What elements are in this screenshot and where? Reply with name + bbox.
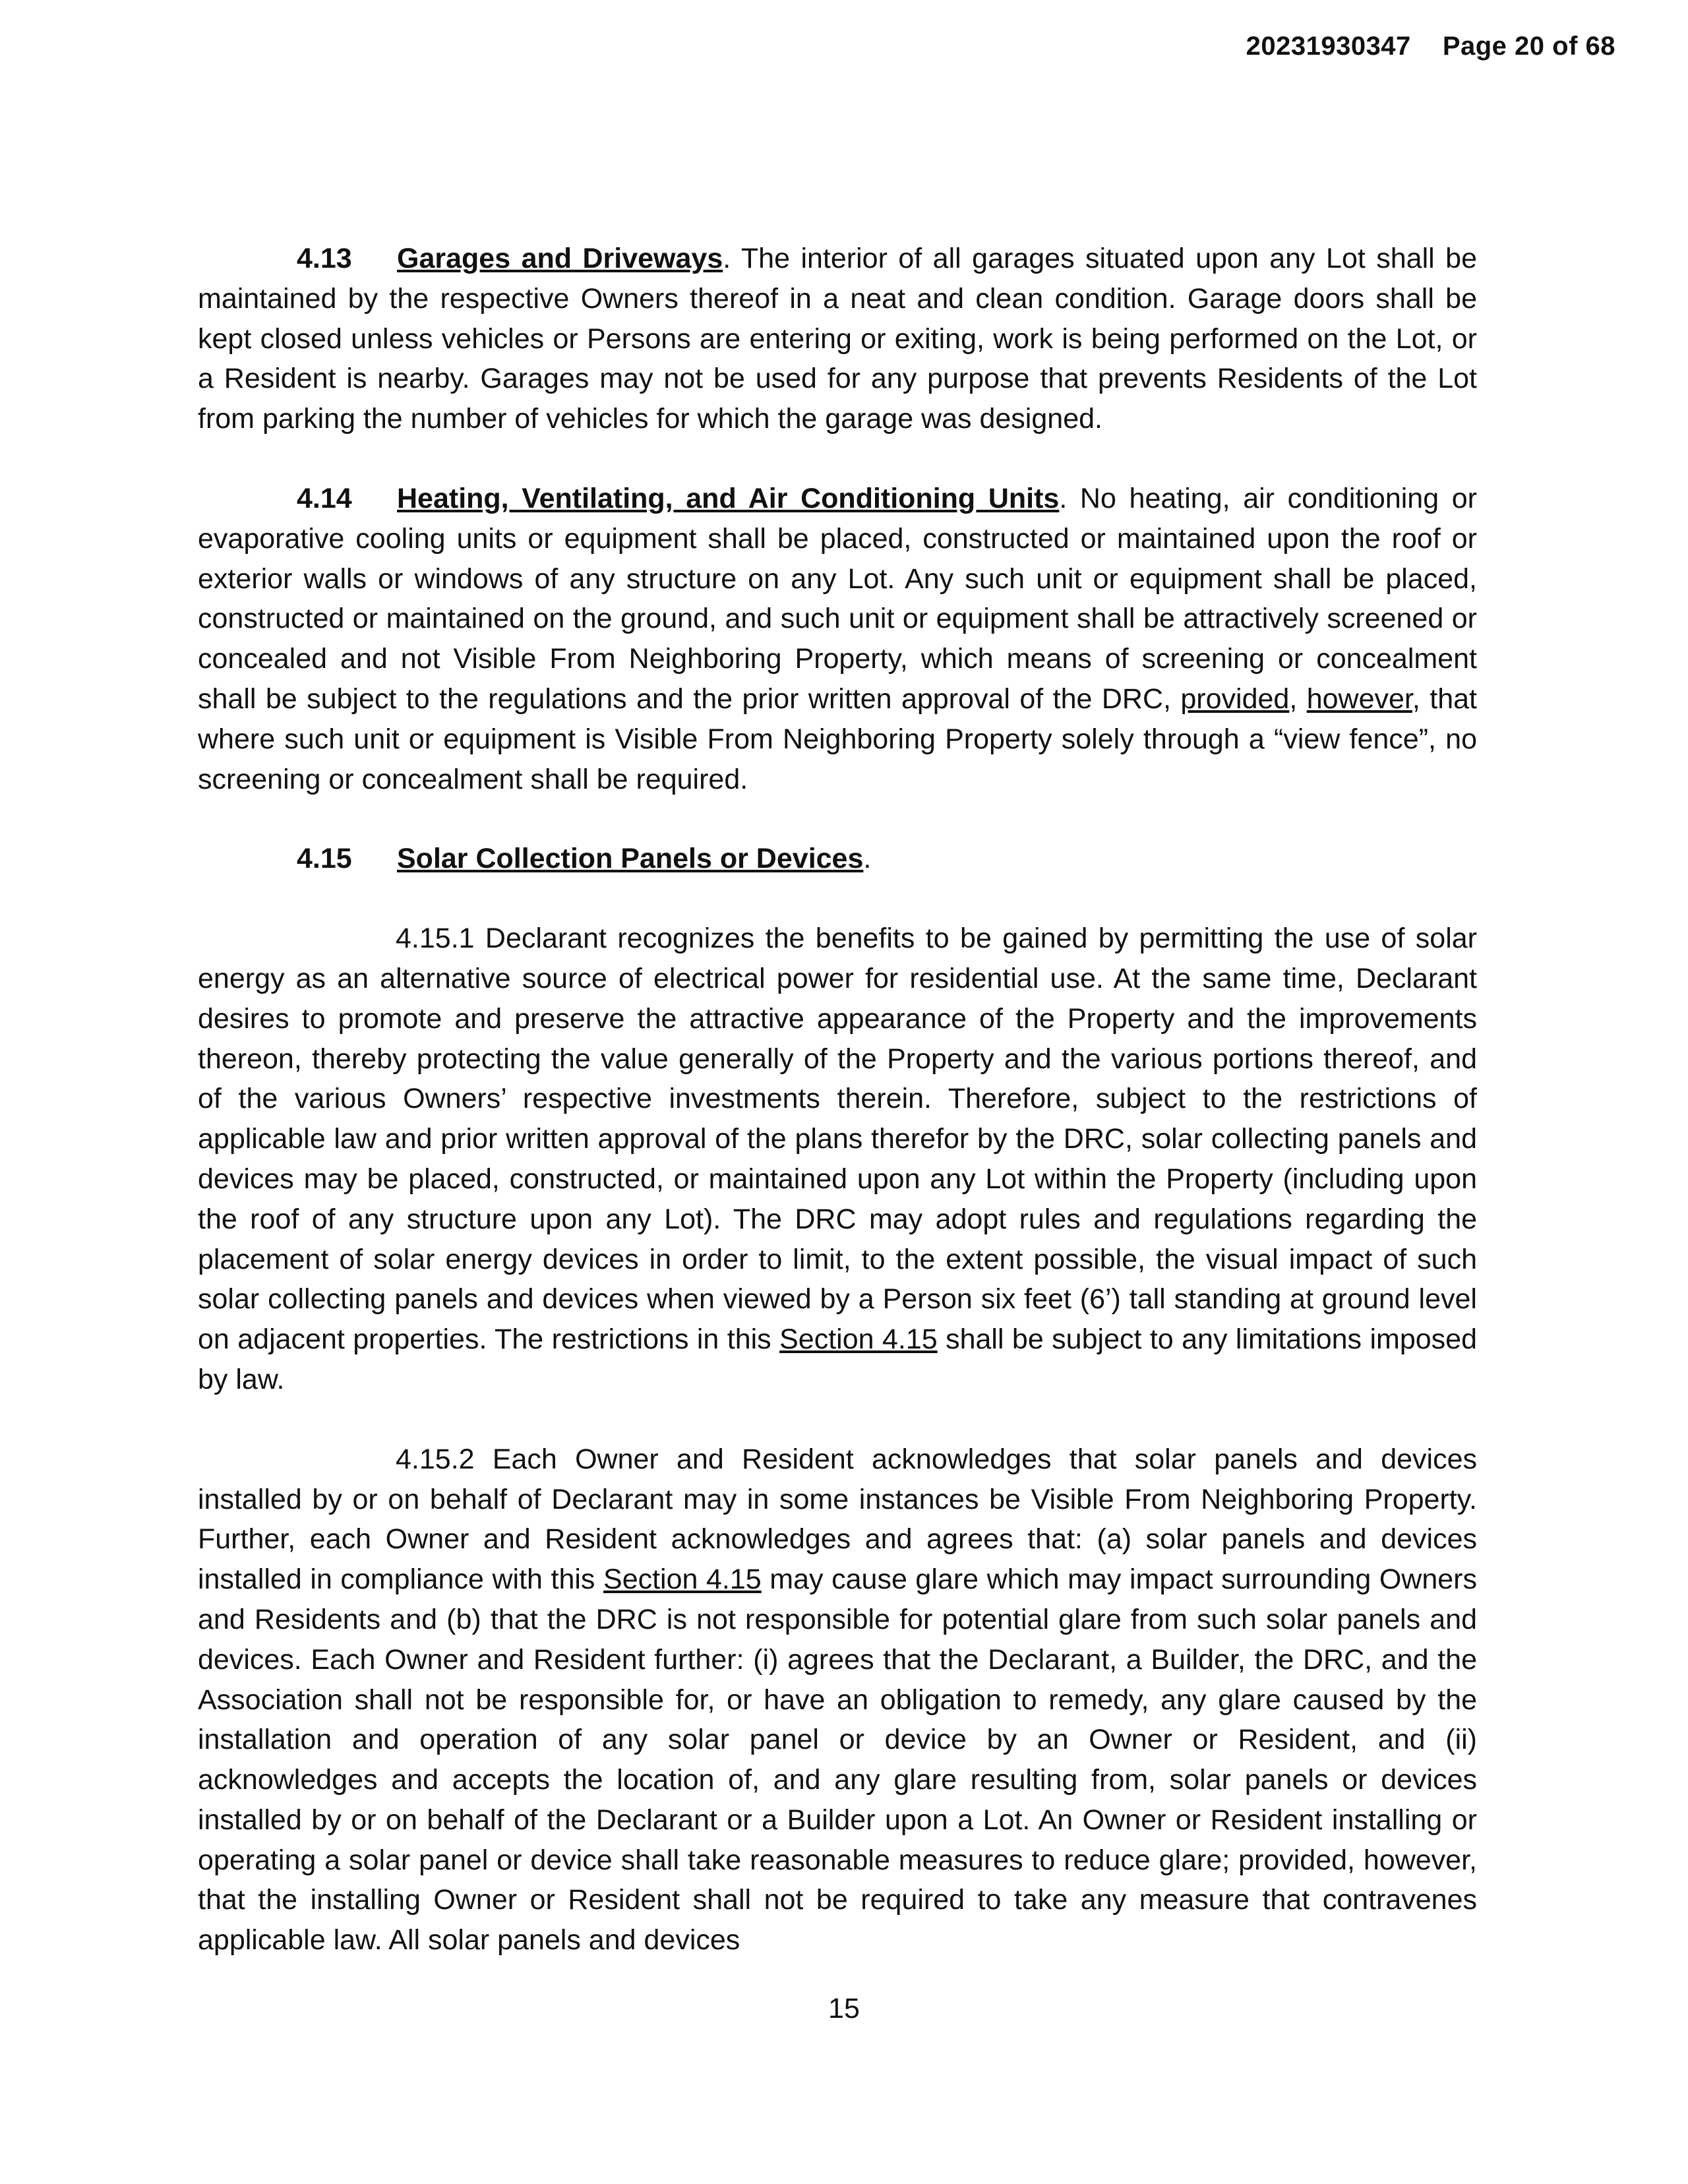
document-number: 20231930347 [1246,32,1411,61]
section-text: may cause glare which may impact surrounding Owners and Residents and (b) that the DRC is not responsible for potential glare from such solar panels and devices. Each Owner and Resident further: (i) agrees that the Declarant, a Builder, the DRC, and the Association shall not be responsible for, or have an obligation to remedy, any glare caused by the installation and operation of any solar panel or device by an Owner or Resident, and (ii) acknowledges and accepts the location of, and any glare resulting from, solar panels or devices installed by or on behalf of the Declarant or a Builder upon a Lot. An Owner or Resident installing or operating a solar panel or device shall take reasonable measures to reduce glare; provided, however, that the installing Owner or Resident shall not be required to take any measure that contravenes applicable law. All solar panels and devices [198,1563,1478,1957]
page-number: 15 [828,1993,860,2024]
section-number: 4.15 [297,843,352,875]
section-text: shall be subject to any limitations imposed by law. [198,1323,1478,1395]
recording-stamp [1246,32,1615,61]
section-text: The interior of all garages situated upon any Lot shall be maintained by the respective Owners thereof in a neat and clean condition. Garage doors shall be kept closed unless vehicles or Persons are entering or exiting, work is being performed on the Lot, or a Resident is nearby. Garages may not be used for any purpose that prevents Residents of the Lot from parking the number of vehicles for which the garage was designed. [198,243,1478,435]
section-4-14: 4.14 Heating, Ventilating, and Air Conditioning Units. No heating, air conditioning or evaporative cooling units or equipment shall be placed, constructed or maintained upon the roof or exterior walls or windows of any structure on any Lot. Any such unit or equipment shall be placed, constructed or maintained on the ground, and such unit or equipment shall be attractively screened or concealed and not Visible From Neighboring Property, which means of screening or concealment shall be subject to the regulations and the prior written approval of the DRC, provided, however, that where such unit or equipment is Visible From Neighboring Property solely through a “view fence”, no screening or concealment shall be required. [198,479,1477,799]
section-text: 4.15.1 Declarant recognizes the benefits to be gained by permitting the use of solar energy as an alternative source of electrical power for residential use. At the same time, Declarant desires to promote and preserve the attractive appearance of the Property and the improvements thereon, thereby protecting the value generally of the Property and the various portions thereof, and of the various Owners’ respective investments therein. Therefore, subject to the restrictions of applicable law and prior written approval of the plans therefor by the DRC, solar collecting panels and devices may be placed, constructed, or maintained upon any Lot within the Property (including upon the roof of any structure upon any Lot). The DRC may adopt rules and regulations regarding the placement of solar energy devices in order to limit, to the extent possible, the visual impact of such solar collecting panels and devices when viewed by a Person six feet (6’) tall standing at ground level on adjacent properties. The restrictions in this [198,923,1477,1356]
section-title: Garages and Driveways [397,243,723,274]
section-reference: Section 4.15 [779,1323,938,1356]
emphasis-provided: provided [1180,682,1290,715]
subsection-4-15-2 [198,1440,1477,1960]
subsection-4-15-1 [198,919,1477,1400]
section-number: 4.14 [297,482,352,514]
section-number: 4.13 [297,243,352,274]
section-title: Solar Collection Panels or Devices [397,843,864,875]
document-body [198,239,1477,2000]
section-4-15: 4.15 Solar Collection Panels or Devices. [198,839,1477,879]
section-4-13: 4.13 Garages and Driveways. The interior of all garages situated upon any Lot shall be maintained by the respective Owners thereof in a neat and clean condition. Garage doors shall be kept closed unless vehicles or Persons are entering or exiting, work is being performed on the Lot, or a Resident is nearby. Garages may not be used for any purpose that prevents Residents of the Lot from parking the number of vehicles for which the garage was designed. [198,239,1477,439]
emphasis-however: however [1306,682,1412,715]
section-text: 4.15.2 Each Owner and Resident acknowledges that solar panels and devices installed by or on behalf of Declarant may in some instances be Visible From Neighboring Property. Further, each Owner and Resident acknowledges and agrees that: (a) solar panels and devices installed in compliance with this [198,1443,1477,1596]
page-indicator: Page 20 of 68 [1442,32,1615,61]
section-title: Heating, Ventilating, and Air Conditioning Units [397,482,1060,514]
section-reference: Section 4.15 [603,1563,762,1596]
section-text: , that where such unit or equipment is Visible From Neighboring Property solely through a “view fence”, no screening or concealment shall be required. [198,682,1477,795]
section-text: No heating, air conditioning or evaporative cooling units or equipment shall be placed, constructed or maintained upon the roof or exterior walls or windows of any structure on any Lot. Any such unit or equipment shall be placed, constructed or maintained on the ground, and such unit or equipment shall be attractively screened or concealed and not Visible From Neighboring Property, which means of screening or concealment shall be subject to the regulations and the prior written approval of the DRC, [198,482,1477,715]
